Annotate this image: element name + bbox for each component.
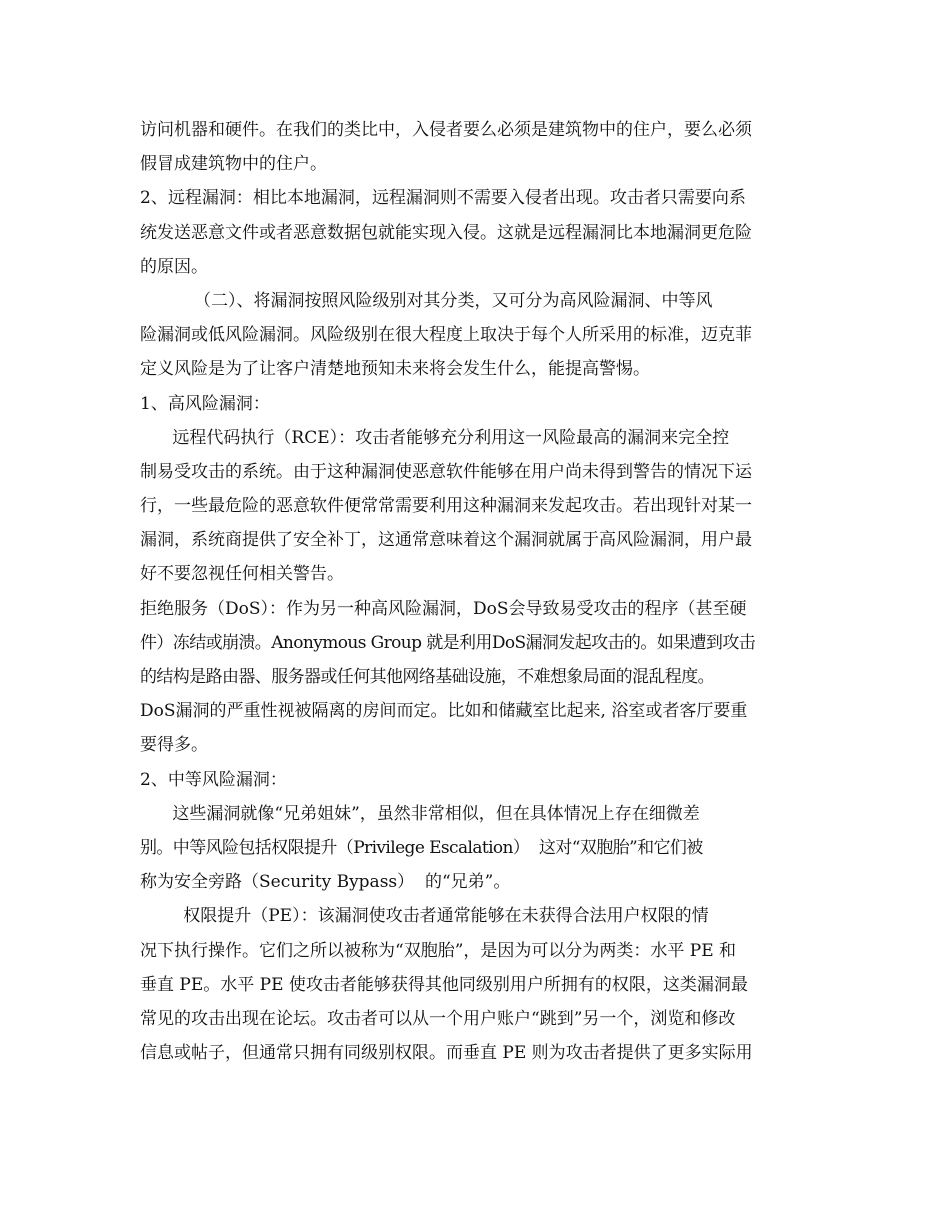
text-line: 拒绝服务（DoS）：作为另一种高风险漏洞，DoS会导致易受攻击的程序（甚至硬: [140, 598, 747, 619]
text-line: DoS漏洞的严重性视被隔离的房间而定。比如和储藏室比起来, 浴室或者客厅要重: [140, 701, 748, 722]
text-line: 常见的攻击出现在论坛。攻击者可以从一个用户账户“跳到”另一个，浏览和修改: [140, 1008, 736, 1029]
text-line: 要得多。: [140, 735, 208, 756]
text-line: 称为安全旁路（Security Bypass） 的“兄弟”。: [140, 872, 511, 893]
text-line: 2、中等风险漏洞：: [140, 769, 287, 790]
text-line: 况下执行操作。它们之所以被称为“双胞胎”，是因为可以分为两类：水平 PE 和: [140, 940, 737, 961]
text-line: 制易受攻击的系统。由于这种漏洞使恶意软件能够在用户尚未得到警告的情况下运: [140, 461, 752, 482]
text-line: （二）、将漏洞按照风险级别对其分类，又可分为高风险漏洞、中等风: [140, 290, 713, 311]
text-line: 这些漏洞就像“兄弟姐妹”，虽然非常相似，但在具体情况上存在细微差: [140, 803, 700, 824]
text-line: 好不要忽视任何相关警告。: [140, 564, 344, 585]
text-line: 1、高风险漏洞：: [140, 393, 270, 414]
text-line: 的原因。: [140, 256, 208, 277]
text-line: 漏洞，系统商提供了安全补丁，这通常意味着这个漏洞就属于高风险漏洞，用户最: [140, 530, 752, 551]
text-line: 统发送恶意文件或者恶意数据包就能实现入侵。这就是远程漏洞比本地漏洞更危险: [140, 222, 752, 243]
text-line: 权限提升（PE）：该漏洞使攻击者通常能够在未获得合法用户权限的情: [140, 906, 709, 927]
text-line: 垂直 PE。水平 PE 使攻击者能够获得其他同级别用户所拥有的权限，这类漏洞最: [140, 974, 748, 995]
text-line: 远程代码执行（RCE）：攻击者能够充分利用这一风险最高的漏洞来完全控: [140, 427, 730, 448]
text-line: 别。中等风险包括权限提升（Privilege Escalation） 这对“双胞胎”和它们被: [140, 837, 703, 858]
text-line: 的结构是路由器、服务器或任何其他网络基础设施，不难想象局面的混乱程度。: [140, 667, 714, 687]
text-line: 访问机器和硬件。在我们的类比中，入侵者要么必须是建筑物中的住户，要么必须: [140, 120, 752, 140]
text-line: 定义风险是为了让客户清楚地预知未来将会发生什么，能提高警惕。: [140, 359, 650, 380]
text-line: 假冒成建筑物中的住户。: [140, 154, 327, 175]
text-line: 信息或帖子，但通常只拥有同级别权限。而垂直 PE 则为攻击者提供了更多实际用: [140, 1043, 753, 1064]
text-line: 件）冻结或崩溃。Anonymous Group 就是利用DoS漏洞发起攻击的。如果遭到攻击: [140, 632, 756, 653]
text-line: 2、远程漏洞：相比本地漏洞，远程漏洞则不需要入侵者出现。攻击者只需要向系: [140, 188, 746, 209]
body-text: [140, 113, 812, 1070]
text-line: 险漏洞或低风险漏洞。风险级别在很大程度上取决于每个人所采用的标准，迈克菲: [140, 325, 752, 346]
text-line: 行，一些最危险的恶意软件便常常需要利用这种漏洞来发起攻击。若出现针对某一: [140, 496, 752, 517]
